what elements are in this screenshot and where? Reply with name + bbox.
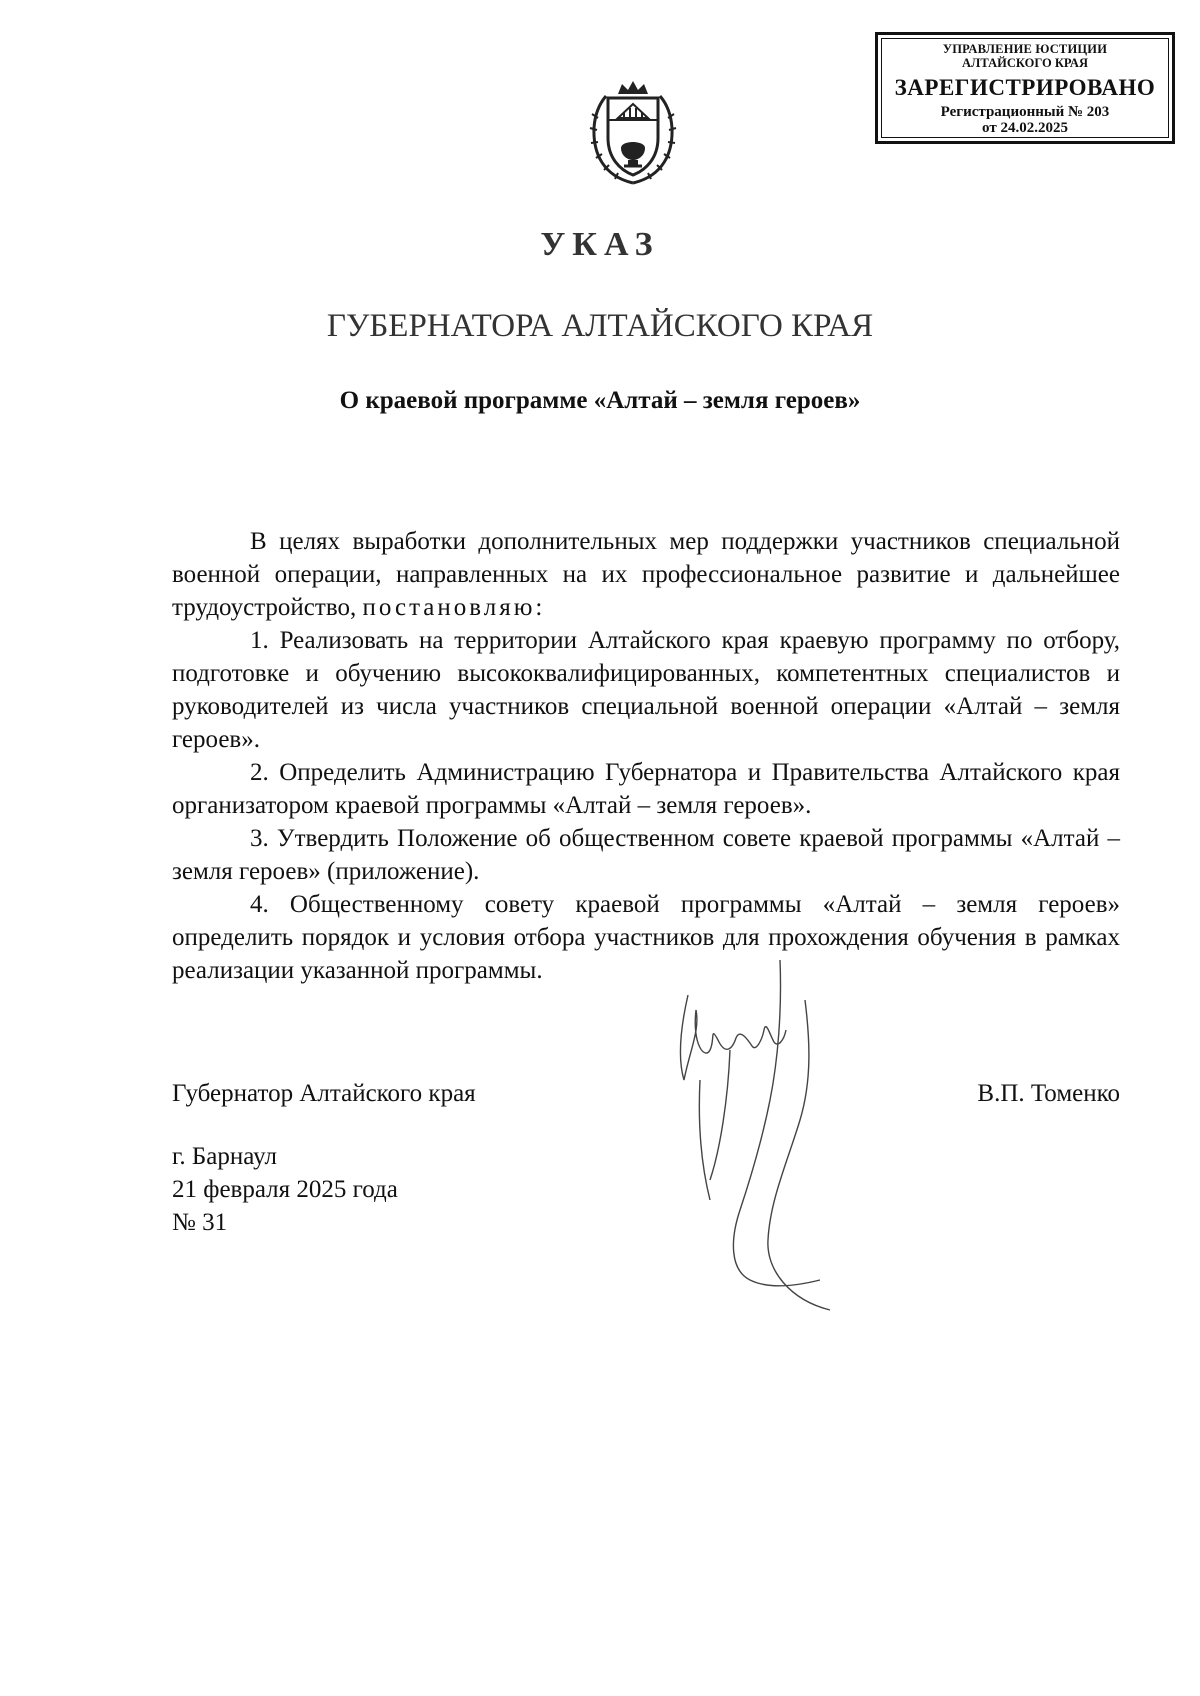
issue-date: 21 февраля 2025 года bbox=[172, 1176, 398, 1203]
decree-number: № 31 bbox=[172, 1209, 228, 1236]
decree-item-3: 3. Утвердить Положение об общественном совете краевой программы «Алтай – земля героев» (приложение). bbox=[172, 825, 1120, 885]
document-issuer: ГУБЕРНАТОРА АЛТАЙСКОГО КРАЯ bbox=[326, 308, 874, 344]
handwritten-signature bbox=[670, 950, 900, 1330]
stamp-registration-number: Регистрационный № 203 bbox=[940, 103, 1110, 120]
stamp-org-line1: УПРАВЛЕНИЕ ЮСТИЦИИ bbox=[942, 42, 1108, 56]
document-body bbox=[172, 525, 1120, 987]
stamp-status: ЗАРЕГИСТРИРОВАНО bbox=[894, 74, 1156, 100]
stamp-org-line2: АЛТАЙСКОГО КРАЯ bbox=[962, 55, 1088, 70]
signer-name: В.П. Томенко bbox=[977, 1080, 1120, 1107]
signer-position: Губернатор Алтайского края bbox=[172, 1080, 476, 1107]
stamp-date: от 24.02.2025 bbox=[982, 120, 1068, 137]
decree-word: постановляю bbox=[362, 594, 536, 621]
intro-paragraph bbox=[172, 525, 1120, 624]
stamp-inner-border bbox=[881, 38, 1169, 138]
document-type: УКАЗ bbox=[540, 226, 660, 263]
decree-colon: : bbox=[535, 594, 543, 621]
intro-text: В целях выработки дополнительных мер поддержки участников специальной военной операции, направленных на их профессиональное развитие и дальнейшее трудоустройство, bbox=[172, 528, 1120, 621]
document-heading: О краевой программе «Алтай – земля героев» bbox=[339, 387, 861, 414]
decree-item-4: 4. Общественному совету краевой программы «Алтай – земля героев» определить порядок и условия отбора участников для прохождения обучения в рамках реализации указанной программы. bbox=[172, 891, 1120, 984]
decree-item-2: 2. Определить Администрацию Губернатора и Правительства Алтайского края организатором краевой программы «Алтай – земля героев». bbox=[172, 759, 1120, 819]
altai-coat-of-arms-icon bbox=[588, 78, 678, 188]
decree-item-1: 1. Реализовать на территории Алтайского края краевую программу по отбору, подготовке и обучению высококвалифицированных, компетентных специалистов и руководителей из числа участников специальной военной операции «Алтай – земля героев». bbox=[172, 627, 1120, 753]
issue-city: г. Барнаул bbox=[172, 1143, 277, 1170]
registration-stamp bbox=[875, 32, 1175, 144]
document-footer bbox=[172, 1140, 398, 1239]
